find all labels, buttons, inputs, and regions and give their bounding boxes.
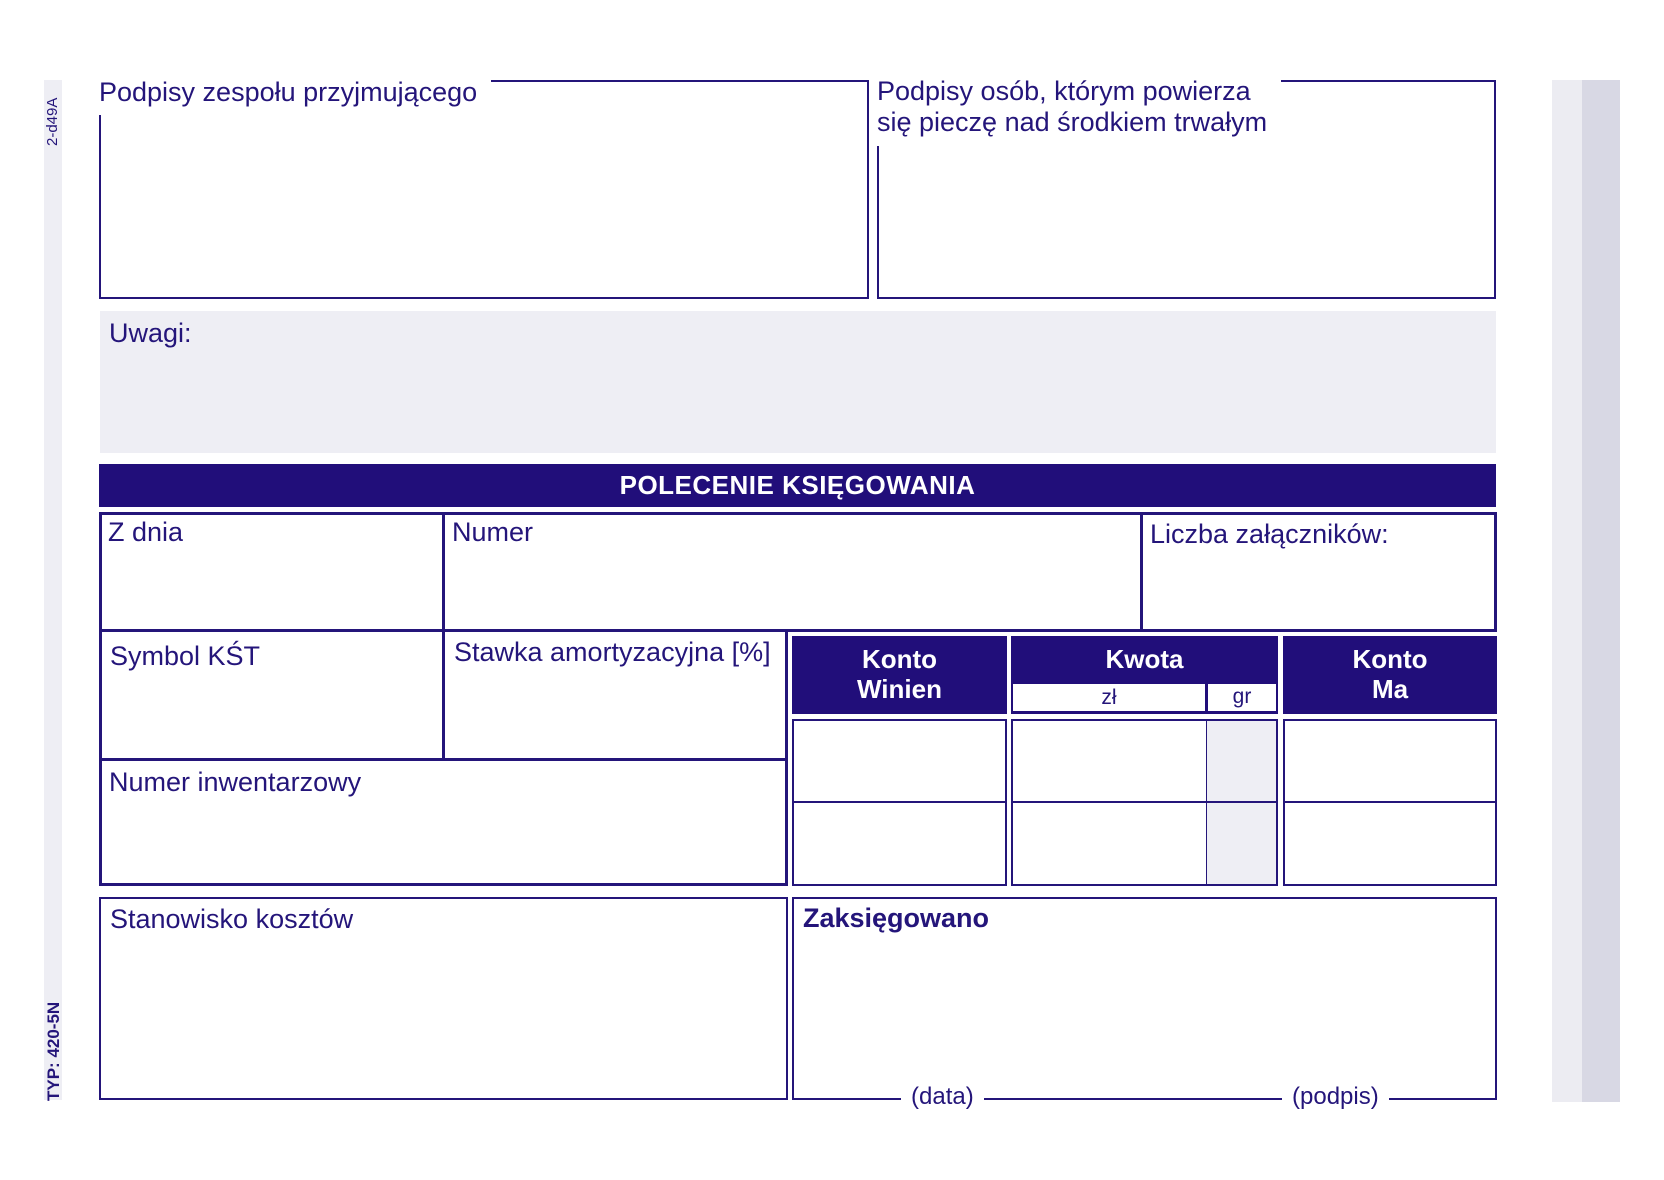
date-caption: (data)	[901, 1081, 984, 1112]
amount-header	[1011, 636, 1278, 714]
credit-account-cell-1[interactable]	[1283, 719, 1497, 803]
signature-caption: (podpis)	[1282, 1081, 1389, 1112]
posted-label: Zaksięgowano	[803, 903, 990, 933]
depreciation-rate-label: Stawka amortyzacyjna [%]	[454, 637, 771, 667]
debit-header-line2: Winien	[857, 674, 942, 704]
margin-strip	[44, 80, 62, 1100]
credit-account-cell-2[interactable]	[1283, 801, 1497, 886]
number-label: Numer	[452, 517, 534, 547]
receiving-team-signature-label: Podpisy zespołu przyjmującego	[99, 75, 491, 115]
credit-header-line1: Konto	[1352, 644, 1428, 674]
number-field[interactable]	[442, 512, 1143, 632]
amount-header-label: Kwota	[1105, 644, 1184, 674]
cost-center-label: Stanowisko kosztów	[110, 904, 354, 934]
kst-symbol-label: Symbol KŚT	[110, 641, 261, 671]
gr-subheader: gr	[1208, 684, 1276, 711]
inventory-number-label: Numer inwentarzowy	[109, 767, 362, 797]
amount-cell-2[interactable]	[1011, 801, 1278, 886]
custodians-label-line1: Podpisy osób, którym powierza	[877, 76, 1251, 106]
amount-cell-1[interactable]	[1011, 719, 1278, 803]
custodians-label-line2: się pieczę nad środkiem trwałym	[877, 107, 1268, 137]
custodians-signature-label	[877, 76, 1281, 146]
form-type-code: TYP: 420-5N	[44, 1001, 63, 1101]
remarks-label: Uwagi:	[109, 318, 192, 348]
gr-cell-1[interactable]	[1206, 721, 1276, 801]
credit-account-header	[1283, 636, 1497, 714]
attachments-count-label: Liczba załączników:	[1150, 519, 1389, 549]
right-edge-strip-dark	[1582, 80, 1620, 1102]
posting-order-title: POLECENIE KSIĘGOWANIA	[99, 464, 1496, 507]
debit-header-line1: Konto	[861, 644, 938, 674]
gr-cell-2[interactable]	[1206, 803, 1276, 884]
debit-account-header	[792, 636, 1007, 714]
date-label: Z dnia	[108, 517, 184, 547]
debit-account-cell-2[interactable]	[792, 801, 1007, 886]
credit-header-line2: Ma	[1371, 674, 1409, 704]
zl-subheader: zł	[1013, 684, 1205, 711]
debit-account-cell-1[interactable]	[792, 719, 1007, 803]
remarks-box[interactable]	[100, 311, 1496, 453]
right-edge-strip	[1552, 80, 1582, 1102]
form-code-top: 2-d49A	[44, 97, 61, 146]
